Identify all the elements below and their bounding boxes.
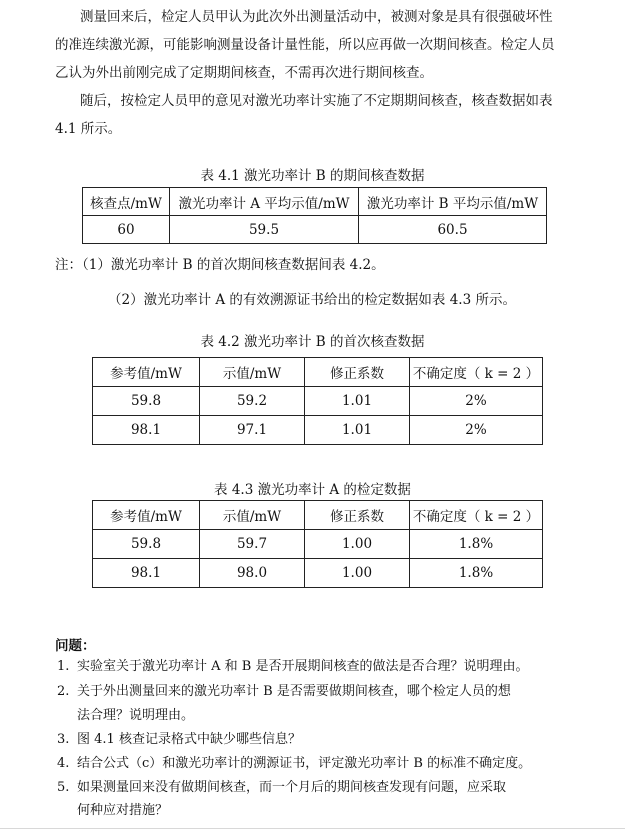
question-2-line-2: 法合理？说明理由。 (77, 708, 195, 723)
table-cell: 1.8% (410, 559, 543, 588)
note-2: （2）激光功率计 A 的有效溯源证书给出的检定数据如表 4.3 所示。 (108, 292, 516, 308)
table1-caption: 表 4.1 激光功率计 B 的期间核查数据 (200, 168, 425, 184)
table-cell: 97.1 (200, 416, 305, 445)
table-cell: 1.00 (305, 559, 410, 588)
table-cell: 59.7 (200, 530, 305, 559)
question-5-line-2: 何种应对措施？ (77, 803, 169, 818)
table-cell: 1.01 (305, 387, 410, 416)
table2 (92, 357, 543, 445)
table3-caption: 表 4.3 激光功率计 A 的检定数据 (214, 482, 411, 498)
intro-line-3: 乙认为外出前刚完成了定期期间核查，不需再次进行期间核查。 (55, 65, 433, 81)
table-cell: 60 (83, 216, 170, 244)
question-3-line-1: 图 4.1 核查记录格式中缺少哪些信息？ (77, 732, 301, 747)
table-cell: 59.5 (170, 216, 359, 244)
table1-header: 核查点/mW (83, 188, 170, 216)
table-row (93, 559, 543, 588)
table-cell: 98.1 (93, 416, 200, 445)
table-row (93, 530, 543, 559)
question-number: 1. (57, 659, 70, 674)
table-cell: 98.1 (93, 559, 200, 588)
question-number: 4. (57, 756, 70, 771)
question-5-line-1: 如果测量回来没有做期间核查，而一个月后的期间核查发现有问题，应采取 (77, 780, 507, 795)
table-cell: 98.0 (200, 559, 305, 588)
question-number: 5. (57, 780, 70, 795)
table-cell: 60.5 (359, 216, 547, 244)
table-cell: 59.2 (200, 387, 305, 416)
table-row (93, 416, 543, 445)
page-bottom-divider (0, 828, 625, 829)
table-cell: 2% (410, 387, 543, 416)
table-cell: 59.8 (93, 387, 200, 416)
questions-heading: 问题： (55, 638, 96, 654)
note-1: 注：（1）激光功率计 B 的首次期间核查数据间表 4.2。 (55, 257, 385, 273)
table-cell: 1.00 (305, 530, 410, 559)
table1 (82, 187, 547, 244)
table-row (83, 216, 547, 244)
intro-line-2: 的准连续激光源，可能影响测量设备计量性能，所以应再做一次期间核查。检定人员 (55, 37, 555, 53)
question-1-line-1: 实验室关于激光功率计 A 和 B 是否开展期间核查的做法是否合理？说明理由。 (77, 659, 529, 674)
table-cell: 1.8% (410, 530, 543, 559)
table1-header: 激光功率计 A 平均示值/mW (170, 188, 359, 216)
table-row (93, 387, 543, 416)
table2-header: 修正系数 (305, 358, 410, 387)
table2-header: 不确定度（ k = 2 ） (410, 358, 543, 387)
table-cell: 2% (410, 416, 543, 445)
question-4-line-1: 结合公式（c）和激光功率计的溯源证书，评定激光功率计 B 的标准不确定度。 (77, 756, 532, 771)
table3 (92, 500, 543, 588)
table-cell: 59.8 (93, 530, 200, 559)
table2-caption: 表 4.2 激光功率计 B 的首次核查数据 (200, 334, 425, 350)
question-2-line-1: 关于外出测量回来的激光功率计 B 是否需要做期间核查，哪个检定人员的想 (77, 684, 511, 699)
table1-header: 激光功率计 B 平均示值/mW (359, 188, 547, 216)
table3-header: 参考值/mW (93, 501, 200, 530)
table2-header: 示值/mW (200, 358, 305, 387)
intro-line-4: 随后，按检定人员甲的意见对激光功率计实施了不定期期间核查，核查数据如表 (80, 93, 553, 109)
question-number: 3. (57, 732, 70, 747)
table3-header: 修正系数 (305, 501, 410, 530)
question-number: 2. (57, 684, 70, 699)
table3-header: 不确定度（ k = 2 ） (410, 501, 543, 530)
table-cell: 1.01 (305, 416, 410, 445)
intro-line-1: 测量回来后，检定人员甲认为此次外出测量活动中，被测对象是具有很强破坏性 (80, 9, 553, 25)
intro-line-5: 4.1 所示。 (55, 121, 122, 137)
table2-header: 参考值/mW (93, 358, 200, 387)
table3-header: 示值/mW (200, 501, 305, 530)
